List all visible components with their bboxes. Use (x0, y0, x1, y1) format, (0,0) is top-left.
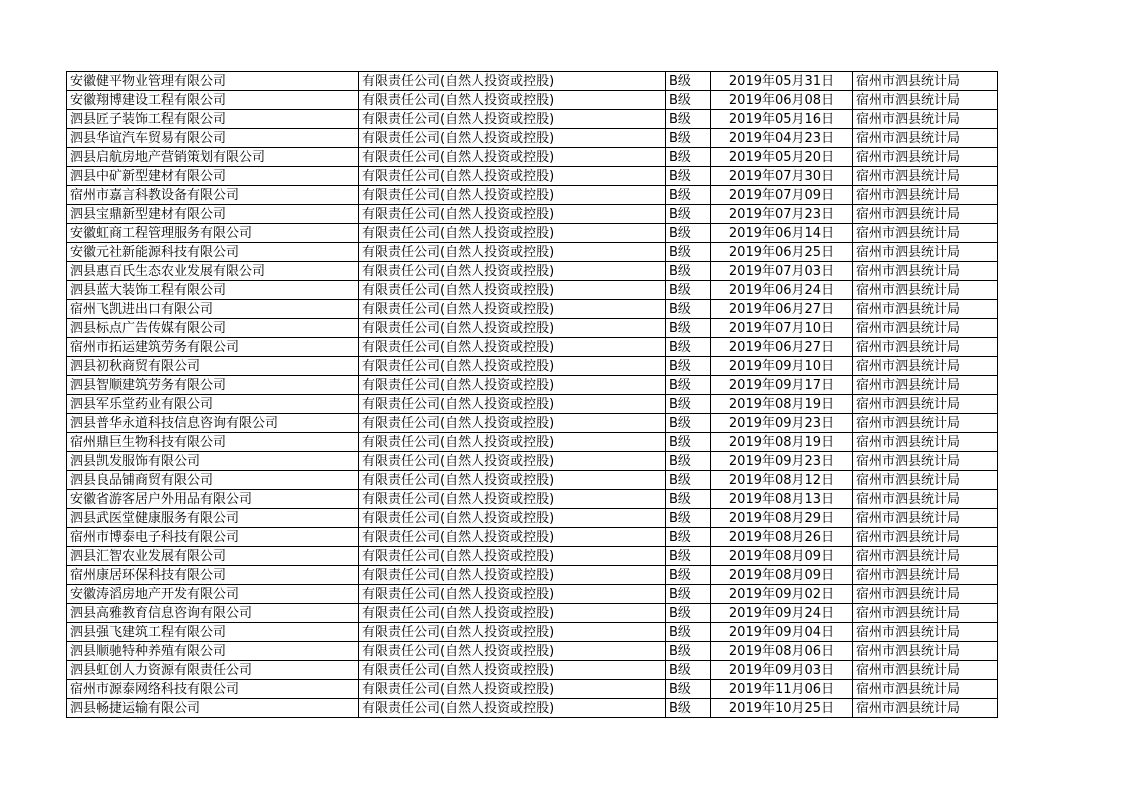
table-row (67, 490, 998, 509)
company-name-cell: 宿州飞凯进出口有限公司 (67, 300, 359, 319)
company-type-cell: 有限责任公司(自然人投资或控股) (359, 528, 666, 547)
date-cell: 2019年07月30日 (711, 167, 853, 186)
company-name-cell: 泗县武医堂健康服务有限公司 (67, 509, 359, 528)
company-type-cell: 有限责任公司(自然人投资或控股) (359, 205, 666, 224)
company-name-cell: 泗县标点广告传媒有限公司 (67, 319, 359, 338)
table-row (67, 281, 998, 300)
company-name-cell: 泗县初秋商贸有限公司 (67, 357, 359, 376)
company-type-cell: 有限责任公司(自然人投资或控股) (359, 585, 666, 604)
grade-cell: B级 (666, 357, 711, 376)
date-cell: 2019年08月29日 (711, 509, 853, 528)
authority-cell: 宿州市泗县统计局 (853, 91, 998, 110)
authority-cell: 宿州市泗县统计局 (853, 110, 998, 129)
table-row (67, 680, 998, 699)
authority-cell: 宿州市泗县统计局 (853, 528, 998, 547)
company-type-cell: 有限责任公司(自然人投资或控股) (359, 661, 666, 680)
table-row (67, 72, 998, 91)
date-cell: 2019年07月10日 (711, 319, 853, 338)
company-type-cell: 有限责任公司(自然人投资或控股) (359, 642, 666, 661)
grade-cell: B级 (666, 547, 711, 566)
authority-cell: 宿州市泗县统计局 (853, 357, 998, 376)
grade-cell: B级 (666, 490, 711, 509)
date-cell: 2019年09月23日 (711, 452, 853, 471)
authority-cell: 宿州市泗县统计局 (853, 281, 998, 300)
company-type-cell: 有限责任公司(自然人投资或控股) (359, 91, 666, 110)
grade-cell: B级 (666, 281, 711, 300)
authority-cell: 宿州市泗县统计局 (853, 262, 998, 281)
date-cell: 2019年08月26日 (711, 528, 853, 547)
authority-cell: 宿州市泗县统计局 (853, 148, 998, 167)
date-cell: 2019年07月09日 (711, 186, 853, 205)
date-cell: 2019年08月12日 (711, 471, 853, 490)
table-row (67, 566, 998, 585)
company-name-cell: 泗县凯发服饰有限公司 (67, 452, 359, 471)
grade-cell: B级 (666, 186, 711, 205)
table-row (67, 186, 998, 205)
table-row (67, 509, 998, 528)
company-type-cell: 有限责任公司(自然人投资或控股) (359, 604, 666, 623)
authority-cell: 宿州市泗县统计局 (853, 490, 998, 509)
authority-cell: 宿州市泗县统计局 (853, 338, 998, 357)
company-name-cell: 泗县汇智农业发展有限公司 (67, 547, 359, 566)
grade-cell: B级 (666, 680, 711, 699)
grade-cell: B级 (666, 699, 711, 718)
company-name-cell: 泗县普华永道科技信息咨询有限公司 (67, 414, 359, 433)
company-type-cell: 有限责任公司(自然人投资或控股) (359, 623, 666, 642)
grade-cell: B级 (666, 566, 711, 585)
date-cell: 2019年07月23日 (711, 205, 853, 224)
authority-cell: 宿州市泗县统计局 (853, 642, 998, 661)
company-type-cell: 有限责任公司(自然人投资或控股) (359, 699, 666, 718)
date-cell: 2019年08月13日 (711, 490, 853, 509)
company-name-cell: 泗县军乐堂药业有限公司 (67, 395, 359, 414)
company-name-cell: 宿州鼎巨生物科技有限公司 (67, 433, 359, 452)
company-type-cell: 有限责任公司(自然人投资或控股) (359, 72, 666, 91)
authority-cell: 宿州市泗县统计局 (853, 680, 998, 699)
grade-cell: B级 (666, 471, 711, 490)
table-row (67, 148, 998, 167)
company-type-cell: 有限责任公司(自然人投资或控股) (359, 338, 666, 357)
authority-cell: 宿州市泗县统计局 (853, 566, 998, 585)
date-cell: 2019年06月27日 (711, 338, 853, 357)
date-cell: 2019年08月19日 (711, 433, 853, 452)
authority-cell: 宿州市泗县统计局 (853, 300, 998, 319)
company-name-cell: 宿州市源泰网络科技有限公司 (67, 680, 359, 699)
company-type-cell: 有限责任公司(自然人投资或控股) (359, 224, 666, 243)
company-type-cell: 有限责任公司(自然人投资或控股) (359, 281, 666, 300)
authority-cell: 宿州市泗县统计局 (853, 167, 998, 186)
table-row (67, 585, 998, 604)
authority-cell: 宿州市泗县统计局 (853, 699, 998, 718)
company-type-cell: 有限责任公司(自然人投资或控股) (359, 186, 666, 205)
grade-cell: B级 (666, 585, 711, 604)
company-type-cell: 有限责任公司(自然人投资或控股) (359, 395, 666, 414)
company-name-cell: 安徽虹商工程管理服务有限公司 (67, 224, 359, 243)
grade-cell: B级 (666, 205, 711, 224)
company-type-cell: 有限责任公司(自然人投资或控股) (359, 300, 666, 319)
table-row (67, 452, 998, 471)
table-row (67, 604, 998, 623)
authority-cell: 宿州市泗县统计局 (853, 224, 998, 243)
table-row (67, 167, 998, 186)
company-type-cell: 有限责任公司(自然人投资或控股) (359, 167, 666, 186)
table-row (67, 224, 998, 243)
grade-cell: B级 (666, 167, 711, 186)
table-row (67, 642, 998, 661)
company-name-cell: 泗县高雅教育信息咨询有限公司 (67, 604, 359, 623)
date-cell: 2019年11月06日 (711, 680, 853, 699)
date-cell: 2019年05月31日 (711, 72, 853, 91)
company-name-cell: 安徽涛滔房地产开发有限公司 (67, 585, 359, 604)
company-type-cell: 有限责任公司(自然人投资或控股) (359, 110, 666, 129)
authority-cell: 宿州市泗县统计局 (853, 376, 998, 395)
authority-cell: 宿州市泗县统计局 (853, 547, 998, 566)
table-body (67, 72, 998, 718)
company-name-cell: 宿州市嘉言科教设备有限公司 (67, 186, 359, 205)
date-cell: 2019年06月24日 (711, 281, 853, 300)
authority-cell: 宿州市泗县统计局 (853, 661, 998, 680)
company-type-cell: 有限责任公司(自然人投资或控股) (359, 566, 666, 585)
authority-cell: 宿州市泗县统计局 (853, 452, 998, 471)
company-type-cell: 有限责任公司(自然人投资或控股) (359, 680, 666, 699)
grade-cell: B级 (666, 262, 711, 281)
table-row (67, 414, 998, 433)
table-row (67, 357, 998, 376)
date-cell: 2019年04月23日 (711, 129, 853, 148)
company-name-cell: 宿州康居环保科技有限公司 (67, 566, 359, 585)
company-name-cell: 泗县虹创人力资源有限责任公司 (67, 661, 359, 680)
company-type-cell: 有限责任公司(自然人投资或控股) (359, 262, 666, 281)
table-row (67, 262, 998, 281)
grade-cell: B级 (666, 148, 711, 167)
table-row (67, 110, 998, 129)
date-cell: 2019年10月25日 (711, 699, 853, 718)
company-name-cell: 泗县畅捷运输有限公司 (67, 699, 359, 718)
table-row (67, 338, 998, 357)
date-cell: 2019年08月09日 (711, 566, 853, 585)
date-cell: 2019年08月19日 (711, 395, 853, 414)
authority-cell: 宿州市泗县统计局 (853, 604, 998, 623)
company-name-cell: 泗县智顺建筑劳务有限公司 (67, 376, 359, 395)
company-name-cell: 泗县顺驰特种养殖有限公司 (67, 642, 359, 661)
table-row (67, 433, 998, 452)
company-type-cell: 有限责任公司(自然人投资或控股) (359, 357, 666, 376)
authority-cell: 宿州市泗县统计局 (853, 471, 998, 490)
grade-cell: B级 (666, 91, 711, 110)
table-row (67, 91, 998, 110)
date-cell: 2019年06月27日 (711, 300, 853, 319)
date-cell: 2019年06月14日 (711, 224, 853, 243)
grade-cell: B级 (666, 433, 711, 452)
company-type-cell: 有限责任公司(自然人投资或控股) (359, 471, 666, 490)
company-name-cell: 泗县蓝大装饰工程有限公司 (67, 281, 359, 300)
date-cell: 2019年05月16日 (711, 110, 853, 129)
grade-cell: B级 (666, 642, 711, 661)
company-type-cell: 有限责任公司(自然人投资或控股) (359, 129, 666, 148)
date-cell: 2019年08月06日 (711, 642, 853, 661)
company-type-cell: 有限责任公司(自然人投资或控股) (359, 243, 666, 262)
authority-cell: 宿州市泗县统计局 (853, 509, 998, 528)
company-name-cell: 泗县启航房地产营销策划有限公司 (67, 148, 359, 167)
grade-cell: B级 (666, 509, 711, 528)
date-cell: 2019年09月10日 (711, 357, 853, 376)
company-name-cell: 泗县华谊汽车贸易有限公司 (67, 129, 359, 148)
authority-cell: 宿州市泗县统计局 (853, 585, 998, 604)
date-cell: 2019年09月24日 (711, 604, 853, 623)
table-row (67, 319, 998, 338)
date-cell: 2019年09月02日 (711, 585, 853, 604)
table-row (67, 528, 998, 547)
authority-cell: 宿州市泗县统计局 (853, 205, 998, 224)
table-row (67, 376, 998, 395)
company-grade-table (66, 71, 998, 718)
company-type-cell: 有限责任公司(自然人投资或控股) (359, 319, 666, 338)
authority-cell: 宿州市泗县统计局 (853, 72, 998, 91)
company-type-cell: 有限责任公司(自然人投资或控股) (359, 490, 666, 509)
company-name-cell: 安徽元社新能源科技有限公司 (67, 243, 359, 262)
company-name-cell: 安徽健平物业管理有限公司 (67, 72, 359, 91)
table-row (67, 205, 998, 224)
authority-cell: 宿州市泗县统计局 (853, 414, 998, 433)
grade-cell: B级 (666, 604, 711, 623)
table-row (67, 661, 998, 680)
date-cell: 2019年06月08日 (711, 91, 853, 110)
table-row (67, 129, 998, 148)
authority-cell: 宿州市泗县统计局 (853, 129, 998, 148)
grade-cell: B级 (666, 110, 711, 129)
table-row (67, 300, 998, 319)
date-cell: 2019年05月20日 (711, 148, 853, 167)
table-row (67, 471, 998, 490)
date-cell: 2019年06月25日 (711, 243, 853, 262)
date-cell: 2019年09月17日 (711, 376, 853, 395)
date-cell: 2019年08月09日 (711, 547, 853, 566)
company-type-cell: 有限责任公司(自然人投资或控股) (359, 547, 666, 566)
grade-cell: B级 (666, 623, 711, 642)
authority-cell: 宿州市泗县统计局 (853, 433, 998, 452)
authority-cell: 宿州市泗县统计局 (853, 186, 998, 205)
grade-cell: B级 (666, 243, 711, 262)
grade-cell: B级 (666, 319, 711, 338)
grade-cell: B级 (666, 338, 711, 357)
grade-cell: B级 (666, 300, 711, 319)
company-type-cell: 有限责任公司(自然人投资或控股) (359, 452, 666, 471)
table-row (67, 699, 998, 718)
company-name-cell: 泗县匠子装饰工程有限公司 (67, 110, 359, 129)
authority-cell: 宿州市泗县统计局 (853, 395, 998, 414)
grade-cell: B级 (666, 129, 711, 148)
company-name-cell: 泗县惠百氏生态农业发展有限公司 (67, 262, 359, 281)
grade-cell: B级 (666, 72, 711, 91)
grade-cell: B级 (666, 661, 711, 680)
company-name-cell: 安徽翔博建设工程有限公司 (67, 91, 359, 110)
company-name-cell: 安徽省游客居户外用品有限公司 (67, 490, 359, 509)
company-type-cell: 有限责任公司(自然人投资或控股) (359, 376, 666, 395)
authority-cell: 宿州市泗县统计局 (853, 243, 998, 262)
company-name-cell: 泗县中矿新型建材有限公司 (67, 167, 359, 186)
grade-cell: B级 (666, 414, 711, 433)
date-cell: 2019年07月03日 (711, 262, 853, 281)
grade-cell: B级 (666, 224, 711, 243)
company-name-cell: 泗县良品铺商贸有限公司 (67, 471, 359, 490)
grade-cell: B级 (666, 528, 711, 547)
table-row (67, 395, 998, 414)
grade-cell: B级 (666, 376, 711, 395)
company-type-cell: 有限责任公司(自然人投资或控股) (359, 509, 666, 528)
authority-cell: 宿州市泗县统计局 (853, 319, 998, 338)
table-row (67, 623, 998, 642)
company-type-cell: 有限责任公司(自然人投资或控股) (359, 414, 666, 433)
company-name-cell: 宿州市博泰电子科技有限公司 (67, 528, 359, 547)
authority-cell: 宿州市泗县统计局 (853, 623, 998, 642)
company-name-cell: 泗县宝鼎新型建材有限公司 (67, 205, 359, 224)
company-type-cell: 有限责任公司(自然人投资或控股) (359, 148, 666, 167)
company-name-cell: 泗县强飞建筑工程有限公司 (67, 623, 359, 642)
date-cell: 2019年09月23日 (711, 414, 853, 433)
date-cell: 2019年09月04日 (711, 623, 853, 642)
spreadsheet-page (66, 71, 998, 718)
table-row (67, 243, 998, 262)
grade-cell: B级 (666, 395, 711, 414)
table-row (67, 547, 998, 566)
company-type-cell: 有限责任公司(自然人投资或控股) (359, 433, 666, 452)
grade-cell: B级 (666, 452, 711, 471)
date-cell: 2019年09月03日 (711, 661, 853, 680)
company-name-cell: 宿州市拓运建筑劳务有限公司 (67, 338, 359, 357)
